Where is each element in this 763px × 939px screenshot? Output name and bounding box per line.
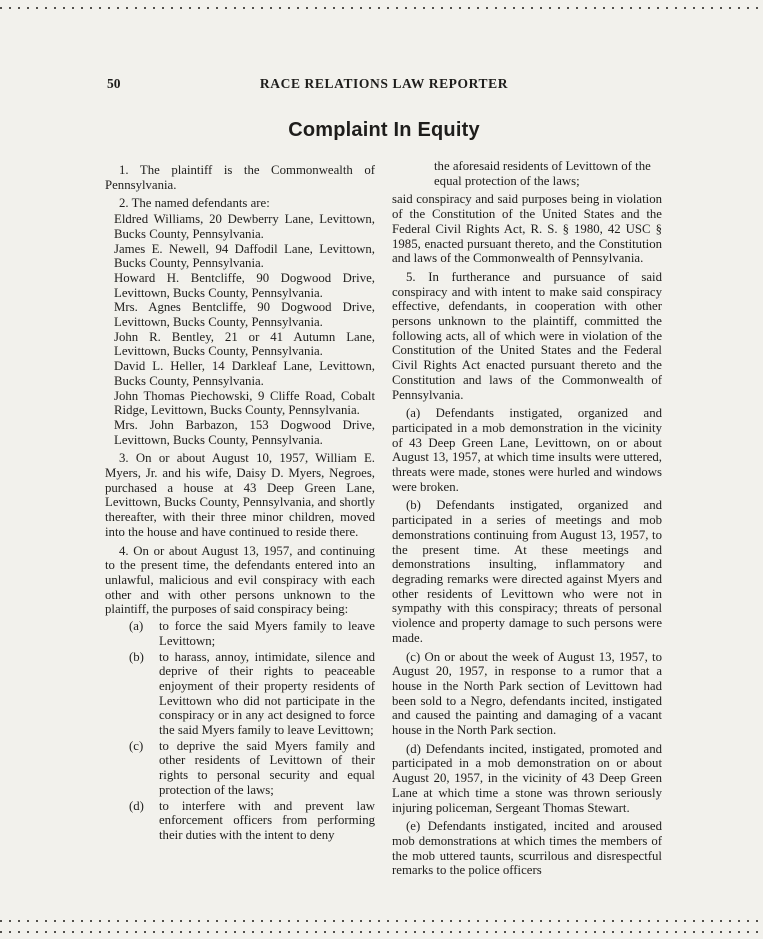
list-item (129, 739, 375, 798)
running-header (105, 76, 663, 94)
page-content (105, 76, 663, 878)
defendant-entry: James E. Newell, 94 Daffodil Lane, Levittown, Bucks County, Pennsylvania. (114, 241, 375, 271)
subparagraph-label: (e) (406, 819, 421, 834)
right-column (392, 159, 662, 878)
bottom-perforation-line (0, 931, 763, 933)
item-label: (a) (129, 619, 144, 634)
item-text: to deprive the said Myers family and other residents of Levittown of their rights to personal security and equal protection of the laws; (159, 738, 375, 797)
bottom-perforation-line (0, 920, 763, 922)
paragraph-2-intro: 2. The named defendants are: (119, 196, 270, 211)
conspiracy-purpose-list (129, 619, 375, 843)
subparagraph-text: Defendants incited, instigated, promoted and participated in a mob demonstration on or about August 20, 1957, in the vicinity of 43 Deep Green Lane at which time a stone was thrown seriously injuring policeman, Sergeant Thomas Stewart. (392, 741, 662, 815)
item-label: (d) (129, 798, 144, 813)
subparagraph-label: (b) (406, 498, 421, 513)
journal-title: RACE RELATIONS LAW REPORTER (259, 76, 509, 91)
paragraph-1: 1. The plaintiff is the Commonwealth of Pennsylvania. (105, 163, 375, 192)
item-label: (b) (129, 649, 144, 664)
item-text: to harass, annoy, intimidate, silence and deprive of their rights to peaceable enjoyment of their property residents of Levittown who did not participate in the conspiracy or in any act designed to force the said Myers family to leave Levittown; (159, 649, 375, 738)
defendants-list (114, 212, 375, 447)
list-item (129, 650, 375, 738)
defendant-entry: Eldred Williams, 20 Dewberry Lane, Levittown, Bucks County, Pennsylvania. (114, 212, 375, 241)
list-item (129, 619, 375, 648)
subparagraph-text: Defendants instigated, organized and participated in a mob demonstration in the vicinity of 43 Deep Green Lane, Levittown, on or about August 13, 1957, at which time insults were uttered, threats were made, stones were hurled and windows were broken. (392, 406, 662, 494)
item-text: to force the said Myers family to leave Levittown; (159, 619, 375, 648)
subparagraph-text: Defendants instigated, incited and aroused mob demonstrations at which times the members of the mob uttered taunts, scurrilous and disrespectful remarks to the police officers (392, 819, 663, 878)
document-title: Complaint In Equity (288, 119, 480, 141)
left-column (105, 159, 375, 878)
paragraph-5: 5. In furtherance and pursuance of said conspiracy and with intent to make said conspiracy effective, defendants, in cooperation with other persons unknown to the plaintiff, committed the following acts, all of which were in violation of the Constitution of the United States and the Federal Civil Rights Act enacted pursuant thereto and the Constitution and laws of the Commonwealth of Pennsylvania. (392, 269, 662, 402)
defendant-entry: John R. Bentley, 21 or 41 Autumn Lane, Levittown, Bucks County, Pennsylvania. (114, 329, 375, 359)
subparagraph-c (392, 650, 662, 738)
subparagraph-e (392, 819, 662, 878)
defendant-entry: Howard H. Bentcliffe, 90 Dogwood Drive, Levittown, Bucks County, Pennsylvania. (114, 270, 375, 300)
subparagraph-d (392, 742, 662, 816)
carryover-text: the aforesaid residents of Levittown of the equal protection of the laws; (434, 159, 651, 188)
item-label: (c) (129, 738, 144, 753)
paragraph-4: 4. On or about August 13, 1957, and continuing to the present time, the defendants entered into an unlawful, malicious and evil conspiracy with each other and with other persons unknown to the plaintiff, the purposes of said conspiracy being: (105, 543, 375, 617)
list-item (129, 799, 375, 843)
subparagraph-label: (d) (406, 741, 421, 756)
item-text: to interfere with and prevent law enforcement officers from performing their duties with the intent to deny (159, 798, 375, 842)
defendant-entry: David L. Heller, 14 Darkleaf Lane, Levittown, Bucks County, Pennsylvania. (114, 359, 375, 388)
subparagraph-b (392, 498, 662, 645)
subparagraph-text: On or about the week of August 13, 1957, to August 20, 1957, in response to a rumor that a house in the North Park section of Levittown had been sold to a Negro, defendants incited, instigated and caused the painting and damaging of a vacant house in the North Park section. (392, 649, 662, 738)
paragraph-violation: said conspiracy and said purposes being in violation of the Constitution of the United States and the Federal Civil Rights Act, R. S. § 1980, 42 USC § 1985, enacted pursuant thereto, and the Constitution and laws of the Commonwealth of Pennsylvania. (392, 192, 662, 266)
paragraph-3: 3. On or about August 10, 1957, William E. Myers, Jr. and his wife, Daisy D. Myers, Negroes, purchased a house at 43 Deep Green Lane, Levittown, Bucks County, Pennsylvania, and shortly thereafter, with their three minor children, moved into the house and have continued to reside there. (105, 451, 375, 539)
two-column-body (105, 159, 663, 878)
subparagraph-label: (a) (406, 406, 421, 421)
subparagraph-a (392, 406, 662, 494)
defendant-entry: John Thomas Piechowski, 9 Cliffe Road, Cobalt Ridge, Levittown, Bucks County, Pennsylvania. (114, 388, 375, 418)
defendant-entry: Mrs. Agnes Bentcliffe, 90 Dogwood Drive, Levittown, Bucks County, Pennsylvania. (114, 300, 375, 330)
subparagraph-text: Defendants instigated, organized and participated in a series of meetings and mob demonstrations continuing from August 13, 1957, to the present time. At these meetings and demonstrations insulting, inflammatory and degrading remarks were directed against Myers and other residents of Levittown who were not in sympathy with this conspiracy; threats of personal violence and property damage to such persons were made. (392, 498, 662, 645)
page-number: 50 (107, 76, 121, 91)
defendant-entry: Mrs. John Barbazon, 153 Dogwood Drive, Levittown, Bucks County, Pennsylvania. (114, 417, 375, 447)
subparagraph-label: (c) (406, 649, 421, 664)
top-perforation-line (0, 7, 763, 9)
